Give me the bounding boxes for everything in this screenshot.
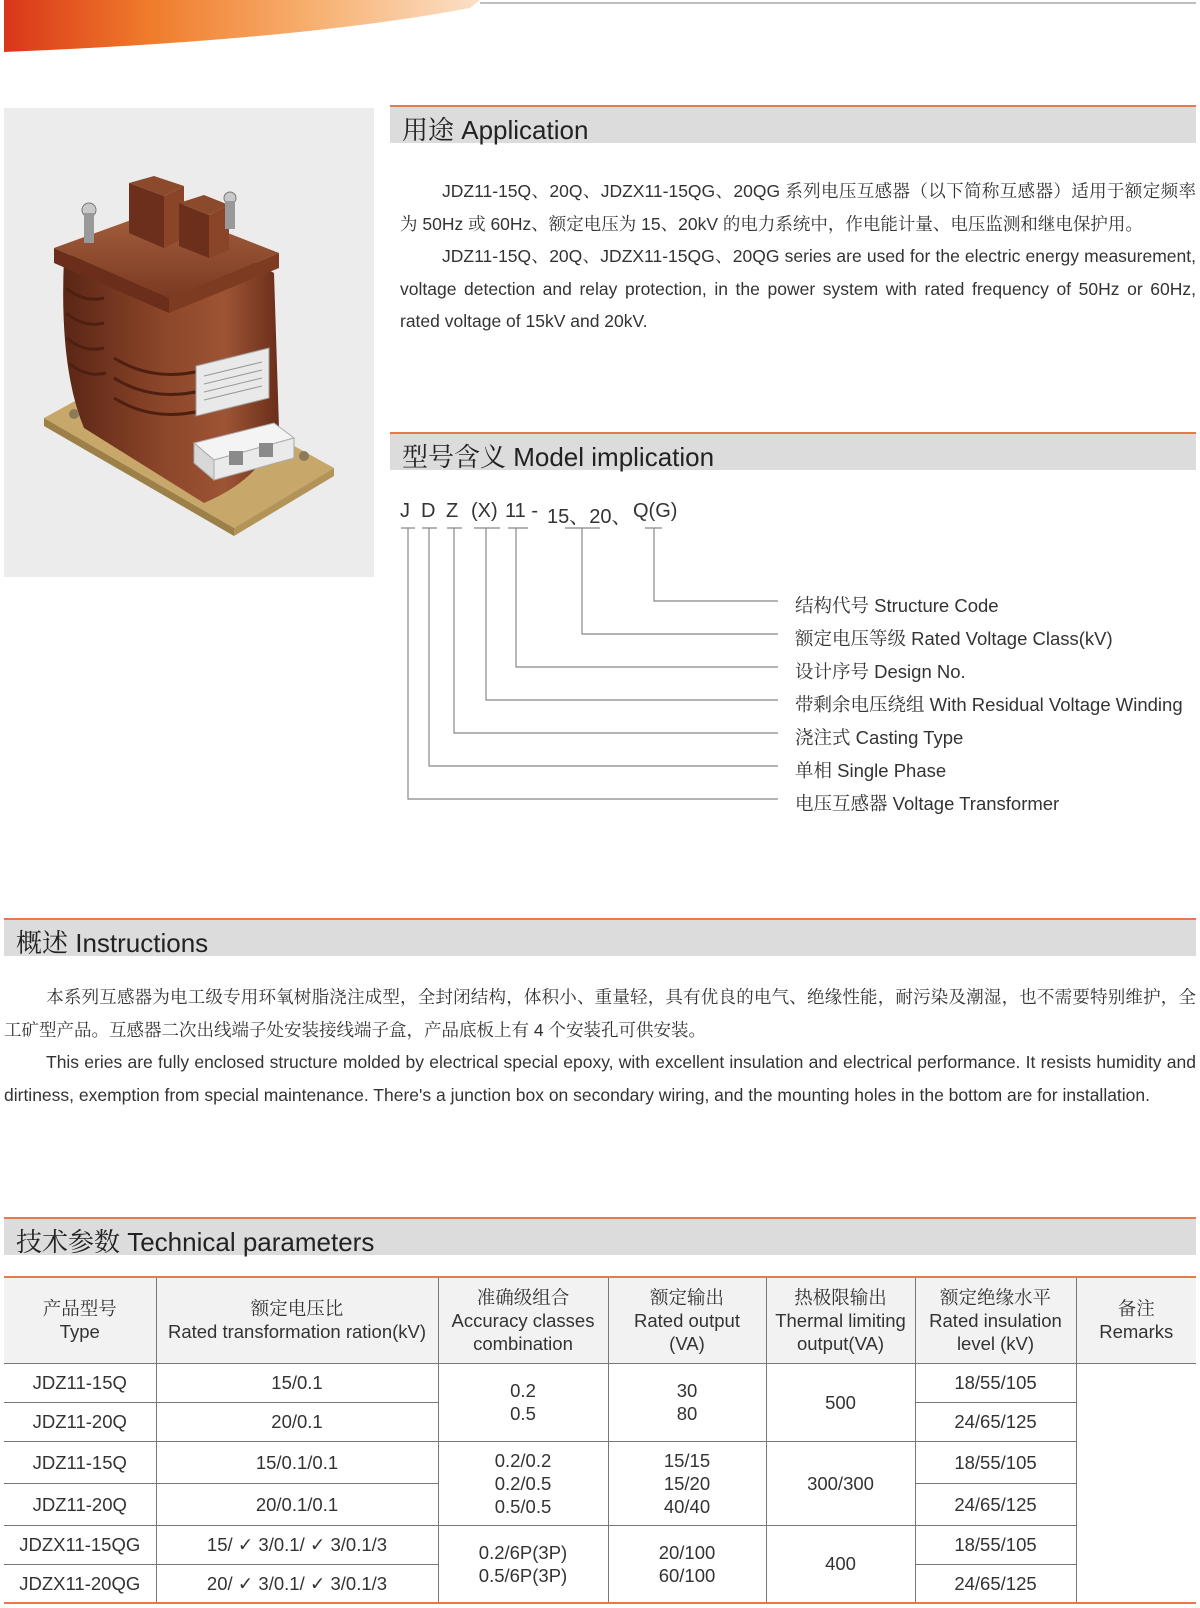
model-code-z: Z bbox=[446, 500, 459, 522]
technical-heading: 技术参数 Technical parameters bbox=[4, 1217, 1196, 1255]
header-swoosh-decoration bbox=[0, 0, 1200, 60]
header-type: 产品型号 Type bbox=[4, 1277, 156, 1363]
cell-ratio: 20/0.1/0.1 bbox=[156, 1483, 438, 1525]
cell-type: JDZ11-15Q bbox=[4, 1441, 156, 1483]
cell-ratio: 20/ ✓ 3/0.1/ ✓ 3/0.1/3 bbox=[156, 1564, 438, 1603]
cell-insulation: 18/55/105 bbox=[915, 1525, 1076, 1564]
cell-insulation: 24/65/125 bbox=[915, 1564, 1076, 1603]
application-cn-text: JDZ11-15Q、20Q、JDZX11-15QG、20QG 系列电压互感器（以下简称互感器）适用于额定频率为 50Hz 或 60Hz、额定电压为 15、20kV 的电力系统中，作电能计量、电压监测和继电保护用。 bbox=[400, 181, 1196, 234]
table-row bbox=[4, 1525, 1196, 1564]
cell-ratio: 15/0.1/0.1 bbox=[156, 1441, 438, 1483]
cell-insulation: 18/55/105 bbox=[915, 1441, 1076, 1483]
cell-ratio: 15/ ✓ 3/0.1/ ✓ 3/0.1/3 bbox=[156, 1525, 438, 1564]
cell-type: JDZ11-20Q bbox=[4, 1483, 156, 1525]
cell-rated-output: 15/15 15/20 40/40 bbox=[608, 1441, 766, 1525]
cell-accuracy: 0.2/0.2 0.2/0.5 0.5/0.5 bbox=[438, 1441, 608, 1525]
table-row bbox=[4, 1441, 1196, 1483]
header-remarks: 备注 Remarks bbox=[1076, 1277, 1196, 1363]
cell-rated-output: 20/100 60/100 bbox=[608, 1525, 766, 1603]
cell-insulation: 24/65/125 bbox=[915, 1402, 1076, 1441]
instructions-cn-text: 本系列互感器为电工级专用环氧树脂浇注成型，全封闭结构，体积小、重量轻，具有优良的电气、绝缘性能，耐污染及潮湿，也不需要特别维护，全工矿型产品。互感器二次出线端子处安装接线端子盒，产品底板上有 4 个安装孔可供安装。 bbox=[4, 987, 1196, 1040]
technical-parameters-table bbox=[4, 1276, 1196, 1604]
model-label-voltage-transformer: 电压互感器 Voltage Transformer bbox=[795, 793, 1060, 814]
model-code-11: 11 - bbox=[505, 500, 538, 522]
table-row bbox=[4, 1363, 1196, 1402]
product-photo bbox=[4, 108, 374, 577]
cell-thermal-output: 500 bbox=[766, 1363, 915, 1441]
header-ratio: 额定电压比 Rated transformation ration(kV) bbox=[156, 1277, 438, 1363]
cell-remarks bbox=[1076, 1363, 1196, 1603]
table-header-row bbox=[4, 1277, 1196, 1363]
model-label-casting-type: 浇注式 Casting Type bbox=[795, 727, 964, 748]
cell-rated-output: 30 80 bbox=[608, 1363, 766, 1441]
model-code-x: (X) bbox=[471, 500, 498, 522]
application-text bbox=[400, 175, 1196, 338]
cell-type: JDZX11-15QG bbox=[4, 1525, 156, 1564]
cell-type: JDZ11-15Q bbox=[4, 1363, 156, 1402]
model-code-voltage: 15、20、 bbox=[547, 506, 632, 528]
model-code-j: J bbox=[400, 500, 410, 522]
header-thermal-output: 热极限输出 Thermal limiting output(VA) bbox=[766, 1277, 915, 1363]
header-insulation: 额定绝缘水平 Rated insulation level (kV) bbox=[915, 1277, 1076, 1363]
header-accuracy: 准确级组合 Accuracy classes combination bbox=[438, 1277, 608, 1363]
voltage-transformer-illustration bbox=[4, 108, 374, 577]
cell-insulation: 18/55/105 bbox=[915, 1363, 1076, 1402]
cell-ratio: 20/0.1 bbox=[156, 1402, 438, 1441]
cell-type: JDZX11-20QG bbox=[4, 1564, 156, 1603]
instructions-text bbox=[4, 981, 1196, 1111]
model-label-structure-code: 结构代号 Structure Code bbox=[795, 595, 999, 616]
cell-accuracy: 0.2/6P(3P) 0.5/6P(3P) bbox=[438, 1525, 608, 1603]
application-en-text: JDZ11-15Q、20Q、JDZX11-15QG、20QG series are used for the electric energy measurement, voltage detection and relay protection, in the power system with rated frequency of 50Hz or 60Hz, rated voltage of 15kV and 20kV. bbox=[400, 246, 1196, 331]
model-code-d: D bbox=[421, 500, 436, 522]
application-heading: 用途 Application bbox=[390, 105, 1196, 143]
model-heading: 型号含义 Model implication bbox=[390, 432, 1196, 470]
cell-ratio: 15/0.1 bbox=[156, 1363, 438, 1402]
model-label-single-phase: 单相 Single Phase bbox=[795, 760, 947, 781]
cell-thermal-output: 300/300 bbox=[766, 1441, 915, 1525]
instructions-heading: 概述 Instructions bbox=[4, 918, 1196, 956]
instructions-en-text: This eries are fully enclosed structure molded by electrical special epoxy, with excellent insulation and electrical performance. It resists humidity and dirtiness, exemption from special maintenance. There's a junction box on secondary wiring, and the mounting holes in the bottom are for installation. bbox=[4, 1052, 1196, 1105]
header-rated-output: 额定输出 Rated output (VA) bbox=[608, 1277, 766, 1363]
model-label-rated-voltage: 额定电压等级 Rated Voltage Class(kV) bbox=[795, 628, 1113, 649]
cell-accuracy: 0.2 0.5 bbox=[438, 1363, 608, 1441]
cell-type: JDZ11-20Q bbox=[4, 1402, 156, 1441]
cell-thermal-output: 400 bbox=[766, 1525, 915, 1603]
model-label-design-no: 设计序号 Design No. bbox=[795, 661, 966, 682]
model-code-qg: Q(G) bbox=[633, 500, 678, 522]
model-label-residual-winding: 带剩余电压绕组 With Residual Voltage Winding bbox=[795, 694, 1183, 715]
cell-insulation: 24/65/125 bbox=[915, 1483, 1076, 1525]
